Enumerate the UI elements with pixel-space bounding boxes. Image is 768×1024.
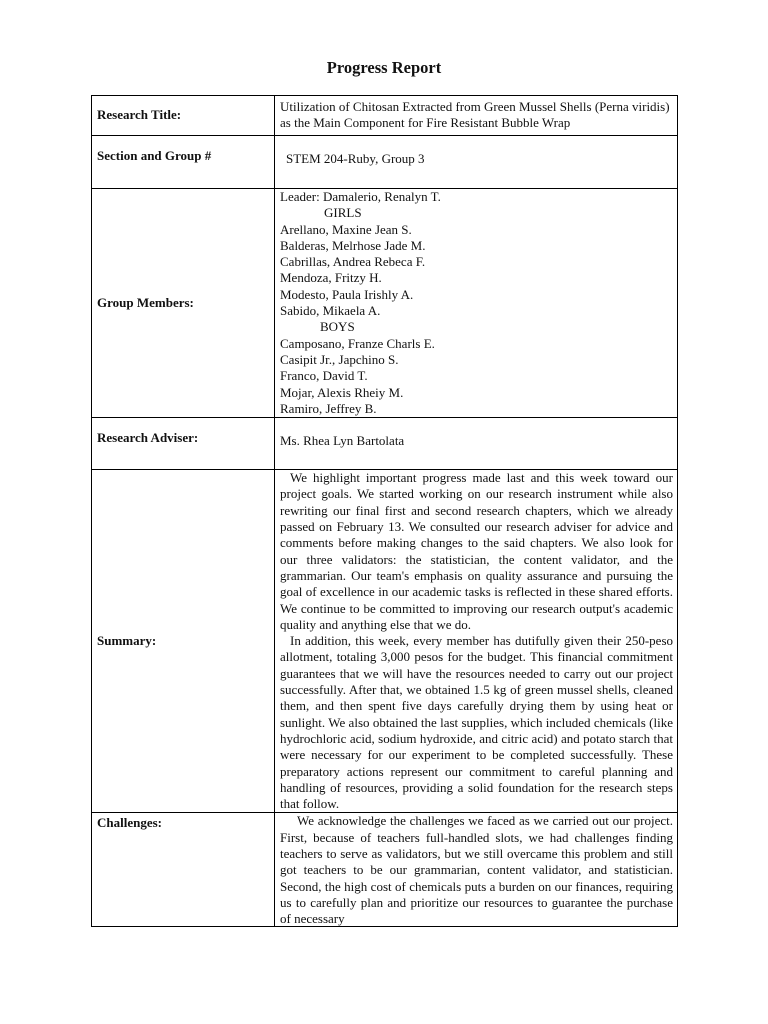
member-girl: Balderas, Melrhose Jade M. [280,237,426,253]
section-group-value: STEM 204-Ruby, Group 3 [275,136,678,189]
member-girl: Arellano, Maxine Jean S. [280,221,412,237]
document-title: Progress Report [326,58,442,77]
member-girl: Sabido, Mikaela A. [280,303,381,319]
research-adviser-value: Ms. Rhea Lyn Bartolata [275,418,678,470]
group-members-label: Group Members: [92,189,275,418]
member-boy: Mojar, Alexis Rheiy M. [280,384,404,400]
research-title-row [92,96,678,136]
group-members-row [92,189,678,418]
boys-heading: BOYS [320,319,355,335]
summary-text [275,470,678,813]
summary-paragraph: In addition, this week, every member has dutifully given their 250-peso allotment, totaling 3,000 pesos for the budget. This financial commitment guarantees that we will have the resources needed to carry out our project successfully. After that, we obtained 1.5 kg of green mussel shells, cleaned them, and then spent five days carefully drying them by using heat or sunlight. We also obtained the last supplies, which included chemicals (like hydrochloric acid, sodium hydroxide, and citric acid) and potato starch that were necessary for our experiment to be completed successfully. These preparatory actions represent our commitment to careful planning and handling of resources, providing a solid foundation for the research steps that follow. [280,633,673,812]
summary-paragraph: We highlight important progress made last and this week toward our project goals. We started working on our research instrument while also rewriting our final first and second research chapters, which we already passed on February 13. We consulted our research adviser for advice and comments before making changes to the said chapters. We also look for our three validators: the statistician, the content validator, and the grammarian. Our team's emphasis on quality assurance and pursuing the goal of excellence in our academic tasks is reflected in these shared efforts. We continue to be committed to improving our research output's academic quality and anything else that we do. [280,470,673,632]
challenges-text [275,813,678,927]
research-title-label: Research Title: [92,96,275,136]
member-girl: Mendoza, Fritzy H. [280,270,382,286]
member-boy: Franco, David T. [280,368,368,384]
challenges-paragraph: We acknowledge the challenges we faced as we carried out our project. First, because of teachers full-handled slots, we had challenges finding teachers to serve as validators, but we still overcame this problem and still got teachers to be our grammarian, content validator, and statistician. Second, the high cost of chemicals puts a burden on our finances, requiring us to carefully plan and prioritize our resources to guarantee the purchase of necessary [280,813,673,927]
summary-label: Summary: [92,470,275,813]
member-girl: Cabrillas, Andrea Rebeca F. [280,254,426,270]
research-title-value: Utilization of Chitosan Extracted from Green Mussel Shells (Perna viridis) as the Main Component for Fire Resistant Bubble Wrap [275,96,678,136]
member-boy: Camposano, Franze Charls E. [280,335,435,351]
group-leader: Leader: Damalerio, Renalyn T. [280,189,441,204]
section-group-row [92,136,678,189]
challenges-label: Challenges: [92,813,275,927]
research-adviser-row [92,418,678,470]
progress-report-table [91,95,678,927]
member-boy: Casipit Jr., Japchino S. [280,351,399,367]
challenges-row [92,813,678,927]
summary-row [92,470,678,813]
member-girl: Modesto, Paula Irishly A. [280,286,414,302]
challenges-text-clip [280,813,673,926]
member-boy: Ramiro, Jeffrey B. [280,400,377,416]
girls-heading: GIRLS [324,205,362,221]
group-members-list [275,189,678,418]
research-adviser-label: Research Adviser: [92,418,275,470]
section-group-label: Section and Group # [92,136,275,189]
